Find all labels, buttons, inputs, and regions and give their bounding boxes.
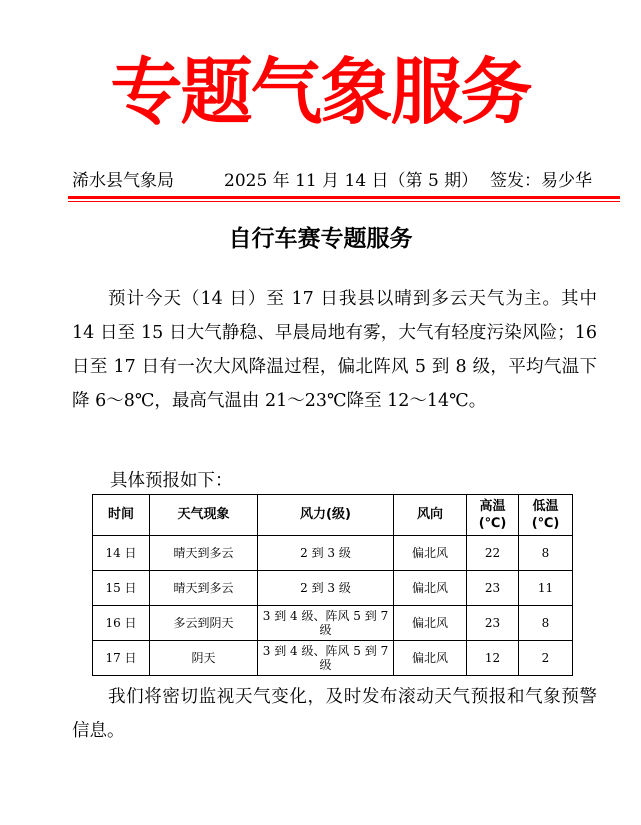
cell-wind-force: 3 到 4 级、阵风 5 到 7 级	[258, 606, 394, 641]
header-low-temp: 低温 (℃)	[519, 495, 573, 536]
cell-wind-direction: 偏北风	[394, 536, 467, 571]
cell-low-temp: 8	[519, 536, 573, 571]
table-row	[93, 606, 573, 641]
cell-high-temp: 22	[467, 536, 519, 571]
cell-wind-force: 2 到 3 级	[258, 536, 394, 571]
cell-wind-direction: 偏北风	[394, 571, 467, 606]
cell-wind-force: 2 到 3 级	[258, 571, 394, 606]
table-intro: 具体预报如下：	[110, 471, 233, 491]
header-wind-direction: 风向	[394, 495, 467, 536]
table-header-row	[93, 495, 573, 536]
cell-wind-direction: 偏北风	[394, 641, 467, 676]
cell-date: 16 日	[93, 606, 150, 641]
closing-paragraph: 我们将密切监视天气变化，及时发布滚动天气预报和气象预警信息。	[72, 687, 597, 741]
issue-date: 2025 年 11 月 14 日（第 5 期）	[224, 171, 479, 191]
cell-wind-direction: 偏北风	[394, 606, 467, 641]
header-high-temp: 高温 (℃)	[467, 495, 519, 536]
table-row	[93, 536, 573, 571]
cell-weather: 晴天到多云	[150, 536, 258, 571]
document-title: 自行车赛专题服务	[228, 226, 413, 252]
cell-date: 17 日	[93, 641, 150, 676]
header-time: 时间	[93, 495, 150, 536]
header-wind-force: 风力(级)	[258, 495, 394, 536]
forecast-table	[92, 494, 573, 676]
cell-wind-force: 3 到 4 级、阵风 5 到 7 级	[258, 641, 394, 676]
cell-high-temp: 23	[467, 571, 519, 606]
masthead-title: 专题气象服务	[110, 50, 531, 134]
cell-date: 15 日	[93, 571, 150, 606]
cell-high-temp: 12	[467, 641, 519, 676]
header-weather: 天气现象	[150, 495, 258, 536]
table-row	[93, 571, 573, 606]
cell-date: 14 日	[93, 536, 150, 571]
header-rule-thin	[68, 201, 620, 202]
table-row	[93, 641, 573, 676]
header-rule-thick	[68, 196, 620, 199]
issue-line	[72, 170, 602, 192]
issuing-agency: 浠水县气象局	[72, 171, 174, 191]
signer: 签发：易少华	[490, 171, 592, 191]
cell-weather: 晴天到多云	[150, 571, 258, 606]
cell-weather: 阴天	[150, 641, 258, 676]
cell-weather: 多云到阴天	[150, 606, 258, 641]
cell-high-temp: 23	[467, 606, 519, 641]
cell-low-temp: 8	[519, 606, 573, 641]
cell-low-temp: 11	[519, 571, 573, 606]
forecast-summary-paragraph: 预计今天（14 日）至 17 日我县以晴到多云天气为主。其中 14 日至 15 日大气静稳、早晨局地有雾，大气有轻度污染风险；16 日至 17 日有一次大风降温过程，偏北阵风 5 到 8 级，平均气温下降 6～8℃，最高气温由 21～23℃降至 12～14℃。	[72, 289, 597, 411]
cell-low-temp: 2	[519, 641, 573, 676]
